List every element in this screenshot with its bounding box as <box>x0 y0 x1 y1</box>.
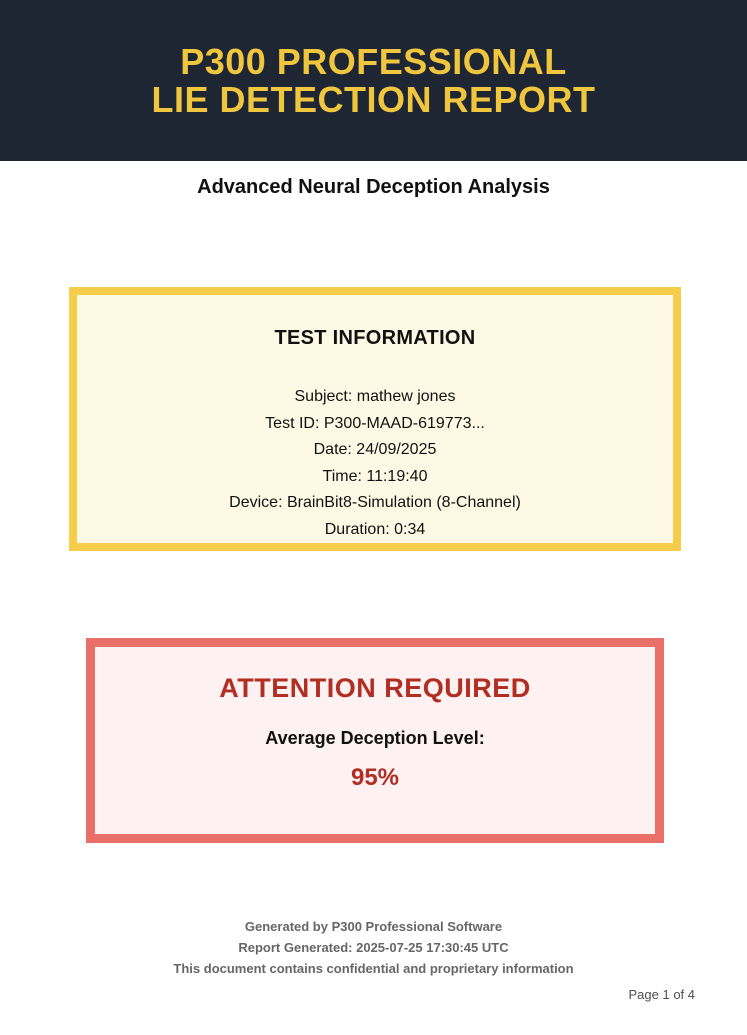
test-information-title: TEST INFORMATION <box>274 327 476 349</box>
test-information-lines <box>77 384 673 543</box>
footer-generated-by: Generated by P300 Professional Software <box>244 919 503 934</box>
report-title-line2: LIE DETECTION REPORT <box>151 78 596 120</box>
test-information-box <box>69 287 681 551</box>
test-info-test-id: Test ID: P300-MAAD-619773... <box>265 414 485 432</box>
test-info-date: Date: 24/09/2025 <box>313 441 437 458</box>
page-number: Page 1 of 4 <box>628 987 695 1002</box>
test-info-subject: Subject: mathew jones <box>294 388 456 405</box>
report-title-line1: P300 PROFESSIONAL <box>180 40 567 82</box>
footer-report-generated: Report Generated: 2025-07-25 17:30:45 UTC <box>238 940 509 955</box>
footer-confidentiality-notice: This document contains confidential and proprietary information <box>173 961 574 976</box>
test-info-duration: Duration: 0:34 <box>324 520 426 538</box>
report-header <box>0 0 747 161</box>
report-footer <box>0 916 747 979</box>
deception-level-label: Average Deception Level: <box>265 728 485 748</box>
report-title <box>151 40 596 120</box>
deception-level-value: 95% <box>350 764 400 791</box>
report-subtitle: Advanced Neural Deception Analysis <box>197 176 550 198</box>
test-info-time: Time: 11:19:40 <box>322 467 428 485</box>
test-info-device: Device: BrainBit8-Simulation (8-Channel) <box>229 494 521 511</box>
attention-required-title: ATTENTION REQUIRED <box>219 673 531 703</box>
attention-required-box <box>86 638 664 843</box>
